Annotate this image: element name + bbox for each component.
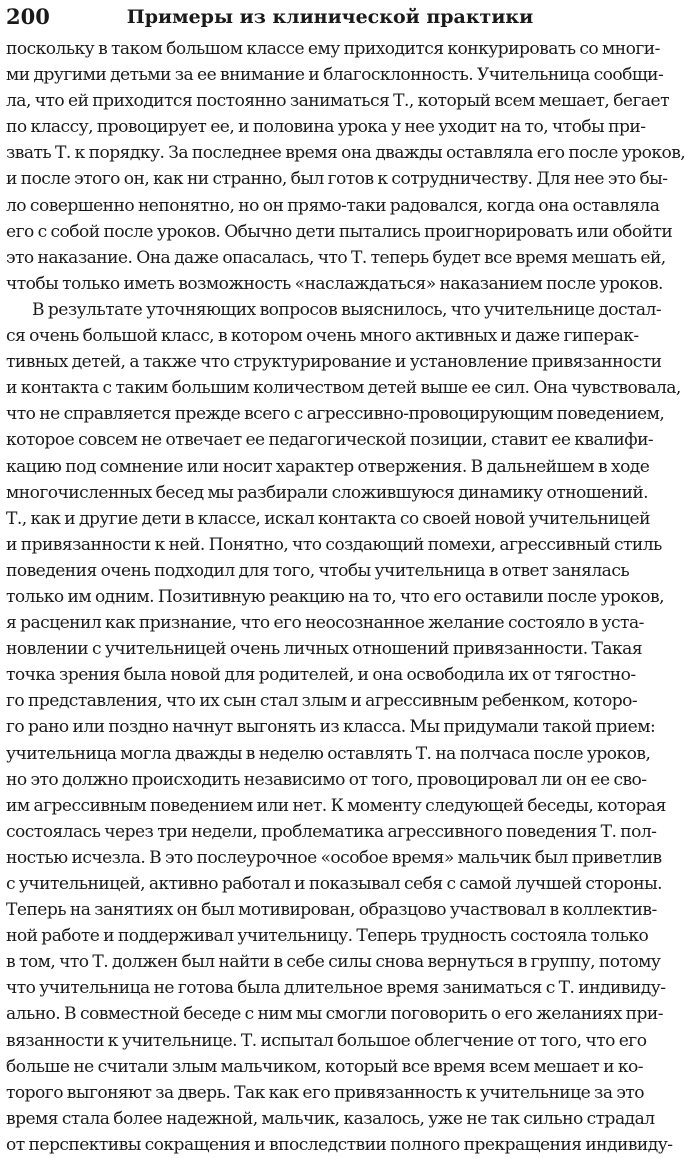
text-line: но это должно происходить независимо от того, провоцировал ли он ее сво- [6,769,647,790]
text-line: Теперь на занятиях он был мотивирован, образцово участвовал в коллектив- [6,900,657,921]
text-line: тивных детей, а также что структурирование и установление привязанности [6,352,662,373]
paragraph [6,36,685,297]
running-header [6,2,614,36]
text-line: и контакта с таким большим количеством детей выше ее сил. Она чувствовала, [6,378,681,399]
text-line: поведения очень подходил для того, чтобы учительница в ответ занялась [6,560,630,581]
text-line: чтобы только иметь возможность «наслаждаться» наказанием после уроков. [6,273,663,294]
page-number: 200 [6,4,50,29]
text-line: новлении с учительницей очень личных отношений привязанности. Такая [6,639,643,660]
text-line: это наказание. Она даже опасалась, что Т. теперь будет все время мешать ей, [6,247,666,268]
text-line: кацию под сомнение или носит характер отвержения. В дальнейшем в ходе [6,456,650,477]
text-line: ально. В совместной беседе с ним мы смогли поговорить о его желаниях при- [6,1004,663,1025]
text-line: ся очень большой класс, в котором очень много активных и даже гиперак- [6,326,639,347]
text-line: ла, что ей приходится постоянно заниматься Т., который всем мешает, бегает [6,91,670,112]
text-line: ло совершенно непонятно, но он прямо-таки радовался, когда она оставляла [6,195,660,216]
text-line: звать Т. к порядку. За последнее время она дважды оставляла его после уроков, [6,143,685,164]
text-line: я расценил как признание, что его неосознанное желание состояло в уста- [6,613,644,634]
text-line: точка зрения была новой для родителей, и она освободила их от тягостно- [6,665,636,686]
text-line: с учительницей, активно работал и показывал себя с самой лучшей стороны. [6,874,663,894]
text-line: им агрессивным поведением или нет. К моменту следующей беседы, которая [6,795,666,816]
text-line: Т., как и другие дети в классе, искал контакта со своей новой учительницей [6,508,650,529]
text-line: ми другими детьми за ее внимание и благосклонность. Учительница сообщи- [6,65,664,86]
text-line: и привязанности к ней. Понятно, что создающий помехи, агрессивный стиль [6,534,662,555]
text-line: поскольку в таком большом классе ему приходится конкурировать со многи- [6,39,660,59]
text-line: его с собой после уроков. Обычно дети пытались проигнорировать или обойти [6,221,673,242]
text-line: от перспективы сокращения и впоследствии полного прекращения индивиду- [6,1134,673,1155]
text-line: в том, что Т. должен был найти в себе силы снова вернуться в группу, потому [6,952,661,973]
text-line: которое совсем не отвечает ее педагогической позиции, ставит ее квалифи- [6,430,654,451]
text-line: го рано или поздно начнут выгонять из класса. Мы придумали такой прием: [6,717,656,738]
text-line: что учительница не готова была длительное время заниматься с Т. индивиду- [6,978,666,999]
text-line: ностью исчезла. В это послеурочное «особое время» мальчик был приветлив [6,847,662,868]
text-line: по классу, провоцирует ее, и половина урока у нее уходит на то, чтобы при- [6,117,646,138]
text-line: что не справляется прежде всего с агрессивно-провоцирующим поведением, [6,404,665,425]
body-text [6,36,685,1158]
book-page [6,0,685,1155]
text-line: го представления, что их сын стал злым и агрессивным ребенком, которо- [6,691,638,712]
text-line: В результате уточняющих вопросов выяснилось, что учительнице достал- [32,299,662,320]
text-line: больше не считали злым мальчиком, который все время всем мешает и ко- [6,1056,643,1077]
text-line: время стала более надежной, мальчик, казалось, уже не так сильно страдал [6,1108,655,1129]
text-line: вязанности к учительнице. Т. испытал большое облегчение от того, что его [6,1030,647,1051]
text-line: многочисленных бесед мы разбирали сложившуюся динамику отношений. [6,482,649,503]
text-line: ной работе и поддерживал учительницу. Теперь трудность состояла только [6,926,649,947]
text-line: состоялась через три недели, проблематика агрессивного поведения Т. пол- [6,821,657,842]
text-line: и после этого он, как ни странно, был готов к сотрудничеству. Для нее это бы- [6,169,668,190]
paragraph [6,297,681,1158]
text-line: учительница могла дважды в неделю оставлять Т. на полчаса после уроков, [6,743,651,764]
running-title: Примеры из клинической практики [126,6,534,28]
text-line: только им одним. Позитивную реакцию на то, что его оставили после уроков, [6,586,664,607]
text-line: торого выгоняют за дверь. Так как его привязанность к учительнице за это [6,1082,645,1103]
